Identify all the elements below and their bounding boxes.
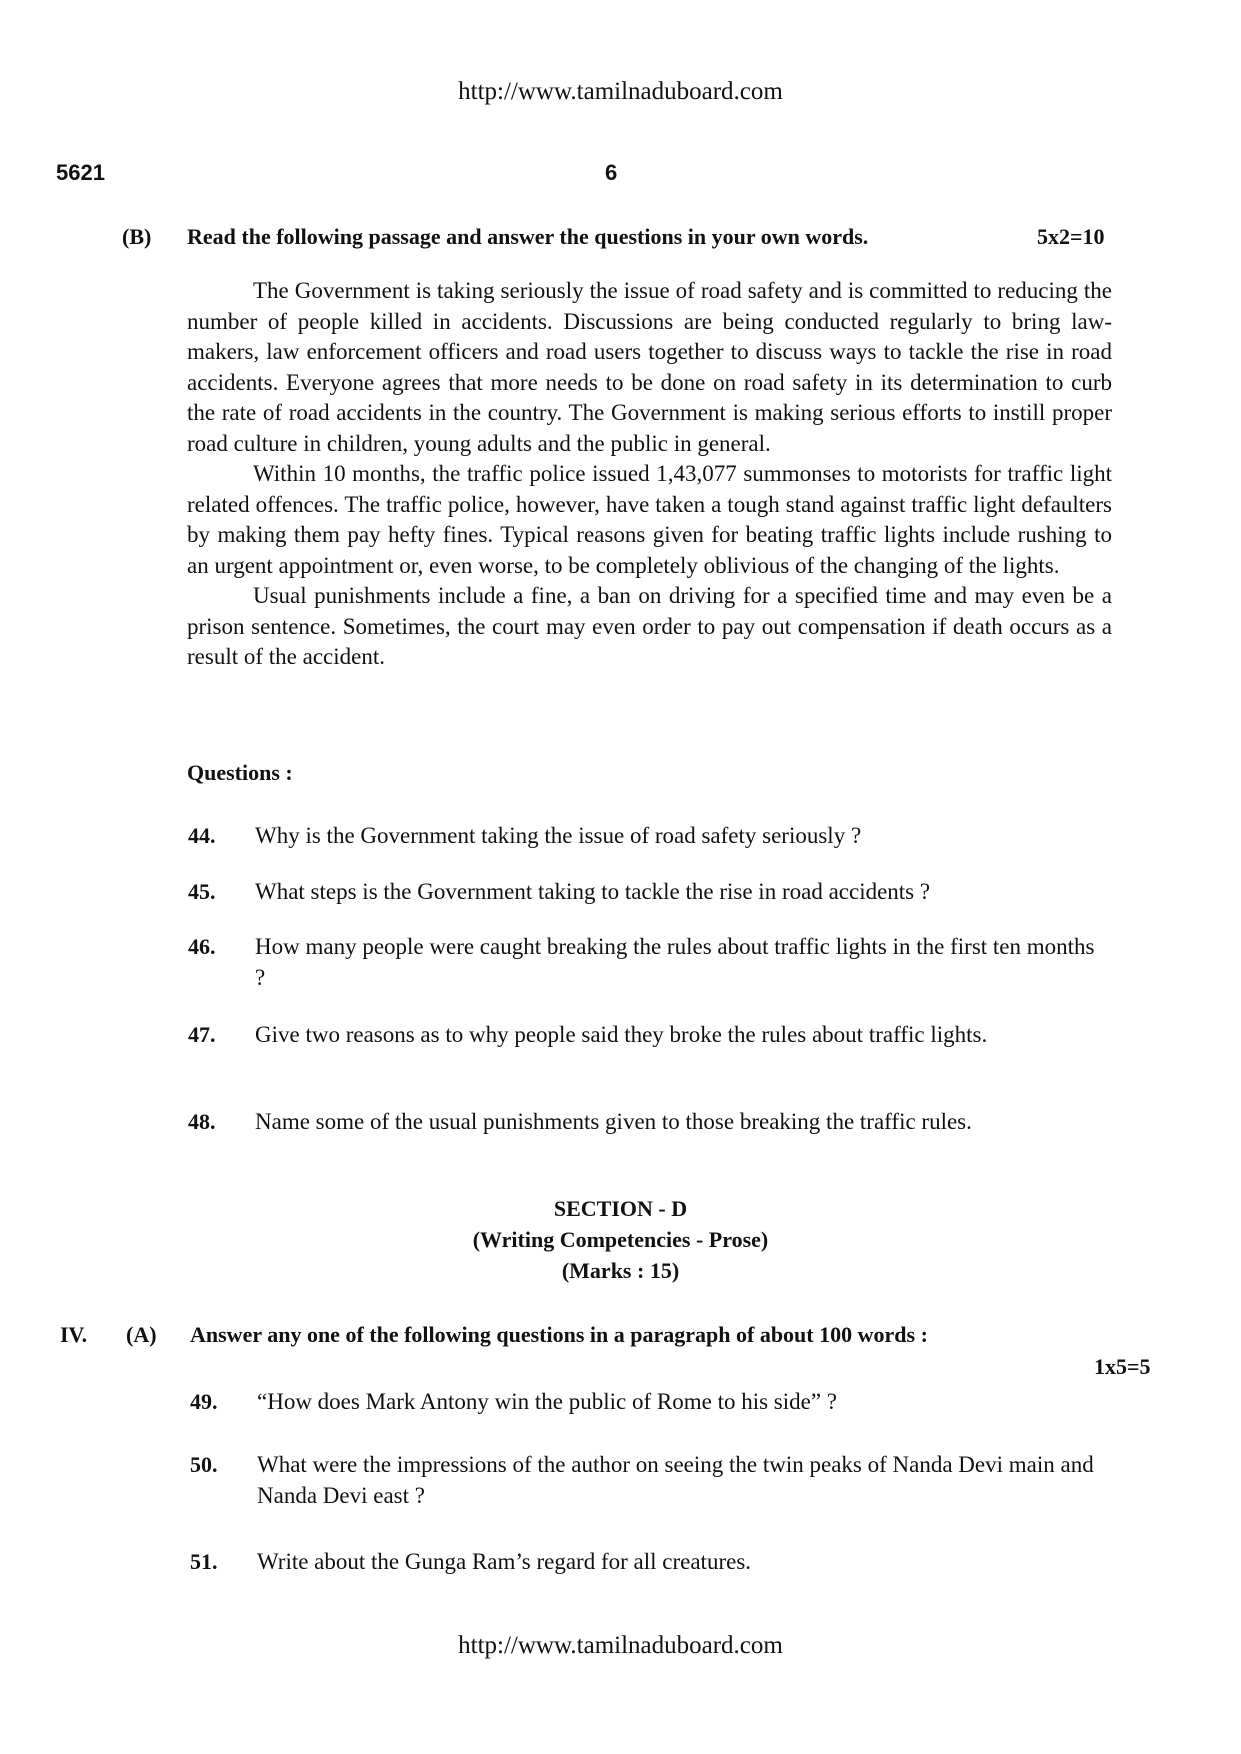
question-number: 44. (188, 823, 216, 848)
reading-passage (187, 276, 1112, 673)
question-number: 47. (188, 1022, 216, 1047)
question-text: Why is the Government taking the issue of road safety seriously ? (255, 823, 862, 848)
section-subtitle: (Writing Competencies - Prose) (472, 1227, 769, 1252)
header-url: http://www.tamilnaduboard.com (458, 78, 783, 105)
question-text: What steps is the Government taking to tackle the rise in road accidents ? (255, 879, 931, 904)
footer-url: http://www.tamilnaduboard.com (458, 1632, 783, 1659)
question-number: 48. (188, 1109, 216, 1134)
question-number: 50. (190, 1452, 218, 1477)
questions-heading: Questions : (187, 760, 293, 785)
part-iv-instruction: Answer any one of the following questions in a paragraph of about 100 words : (190, 1322, 928, 1347)
question-text: Write about the Gunga Ram’s regard for all creatures. (257, 1549, 752, 1574)
question-text: Give two reasons as to why people said they broke the rules about traffic lights. (255, 1022, 988, 1047)
part-iv-label: (A) (126, 1322, 157, 1347)
section-title: SECTION - D (553, 1196, 688, 1221)
passage-paragraph: The Government is taking seriously the issue of road safety and is committed to reducing the number of people killed in accidents. Discussions are being conducted regularly to bring law-makers, law enforcement officers and road users together to discuss ways to tackle the rise in road accidents. Everyone agrees that more needs to be done on road safety in its determination to curb the rate of road accidents in the country. The Government is making serious efforts to instill proper road culture in children, young adults and the public in general. (187, 278, 1112, 456)
question-text: “How does Mark Antony win the public of Rome to his side” ? (257, 1389, 838, 1414)
question-number: 46. (188, 934, 216, 959)
passage-paragraph: Within 10 months, the traffic police issued 1,43,077 summonses to motorists for traffic light related offences. The traffic police, however, have taken a tough stand against traffic light defaulters by making them pay hefty fines. Typical reasons given for beating traffic lights include rushing to an urgent appointment or, even worse, to be completely oblivious of the changing of the lights. (187, 461, 1112, 578)
question-number: 51. (190, 1549, 218, 1574)
question-paper-code: 5621 (56, 160, 105, 185)
question-number: 49. (190, 1389, 218, 1414)
part-b-instruction: Read the following passage and answer the questions in your own words. (187, 224, 869, 249)
question-text: What were the impressions of the author on seeing the twin peaks of Nanda Devi main and Nanda Devi east ? (257, 1452, 1094, 1508)
part-b-marks: 5x2=10 (1037, 224, 1105, 249)
question-number: 45. (188, 879, 216, 904)
passage-paragraph: Usual punishments include a fine, a ban on driving for a specified time and may even be a prison sentence. Sometimes, the court may even order to pay out compensation if death occurs as a result of the accident. (187, 583, 1112, 669)
part-b-label: (B) (122, 224, 152, 249)
part-iv-marks: 1x5=5 (1094, 1354, 1151, 1379)
page-number: 6 (605, 160, 618, 185)
part-iv-roman: IV. (60, 1322, 88, 1347)
question-text: Name some of the usual punishments given to those breaking the traffic rules. (255, 1109, 972, 1134)
question-text: How many people were caught breaking the rules about traffic lights in the first ten months ? (255, 934, 1095, 990)
section-marks: (Marks : 15) (561, 1258, 680, 1283)
